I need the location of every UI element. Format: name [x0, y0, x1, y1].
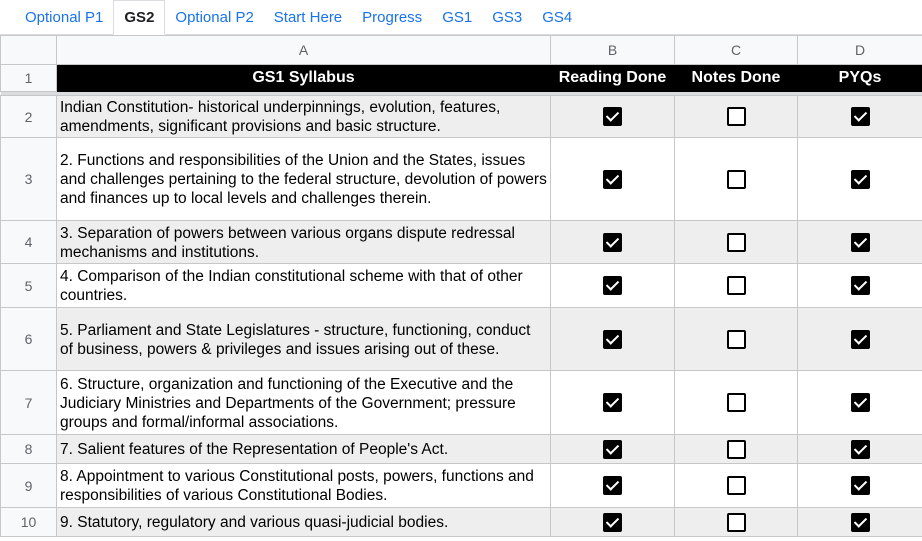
tab-optional-p2[interactable]: Optional P2 — [175, 8, 254, 26]
notes-cell[interactable] — [675, 221, 798, 264]
notes-checkbox[interactable] — [727, 107, 746, 126]
header-cell-notes[interactable]: Notes Done — [675, 65, 798, 92]
table-row — [1, 264, 922, 308]
notes-cell[interactable] — [675, 508, 798, 537]
reading-checkbox[interactable] — [603, 170, 622, 189]
row-number[interactable]: 5 — [1, 264, 57, 308]
table-row — [1, 435, 922, 464]
pyqs-cell[interactable] — [798, 264, 922, 308]
pyqs-cell[interactable] — [798, 96, 922, 138]
table-row — [1, 96, 922, 138]
row-number[interactable]: 10 — [1, 508, 57, 537]
sheet-tabs-bar — [0, 0, 922, 35]
row-number[interactable]: 6 — [1, 308, 57, 371]
topic-cell[interactable]: Indian Constitution- historical underpinnings, evolution, features, amendments, significant provisions and basic structure. — [57, 96, 551, 138]
pyqs-cell[interactable] — [798, 464, 922, 508]
column-header-b[interactable]: B — [551, 36, 675, 65]
topic-cell[interactable]: 7. Salient features of the Representation of People's Act. — [57, 435, 551, 464]
notes-checkbox[interactable] — [727, 170, 746, 189]
topic-cell[interactable]: 2. Functions and responsibilities of the Union and the States, issues and challenges pertaining to the federal structure, devolution of powers and finances up to local levels and challenges therein. — [57, 138, 551, 221]
pyqs-checkbox[interactable] — [851, 170, 870, 189]
tab-optional-p1[interactable]: Optional P1 — [25, 8, 104, 26]
reading-checkbox[interactable] — [603, 393, 622, 412]
table-body — [1, 96, 922, 537]
reading-cell[interactable] — [551, 464, 675, 508]
notes-cell[interactable] — [675, 371, 798, 435]
row-number[interactable]: 8 — [1, 435, 57, 464]
column-header-row — [1, 36, 922, 65]
reading-checkbox[interactable] — [603, 440, 622, 459]
pyqs-cell[interactable] — [798, 221, 922, 264]
column-header-a[interactable]: A — [57, 36, 551, 65]
column-header-c[interactable]: C — [675, 36, 798, 65]
reading-cell[interactable] — [551, 508, 675, 537]
pyqs-checkbox[interactable] — [851, 107, 870, 126]
reading-cell[interactable] — [551, 371, 675, 435]
tab-gs1[interactable]: GS1 — [442, 8, 473, 26]
pyqs-checkbox[interactable] — [851, 330, 870, 349]
reading-checkbox[interactable] — [603, 107, 622, 126]
pyqs-checkbox[interactable] — [851, 513, 870, 532]
reading-cell[interactable] — [551, 221, 675, 264]
pyqs-cell[interactable] — [798, 508, 922, 537]
notes-checkbox[interactable] — [727, 440, 746, 459]
tab-gs4[interactable]: GS4 — [542, 8, 573, 26]
pyqs-cell[interactable] — [798, 308, 922, 371]
notes-cell[interactable] — [675, 138, 798, 221]
notes-checkbox[interactable] — [727, 330, 746, 349]
notes-cell[interactable] — [675, 435, 798, 464]
reading-cell[interactable] — [551, 435, 675, 464]
reading-checkbox[interactable] — [603, 276, 622, 295]
table-row — [1, 508, 922, 537]
row-number[interactable]: 2 — [1, 96, 57, 138]
pyqs-checkbox[interactable] — [851, 393, 870, 412]
notes-cell[interactable] — [675, 308, 798, 371]
table-row — [1, 464, 922, 508]
header-cell-pyqs[interactable]: PYQs — [798, 65, 922, 92]
tab-start-here[interactable]: Start Here — [273, 8, 343, 26]
topic-cell[interactable]: 6. Structure, organization and functioning of the Executive and the Judiciary Ministries and Departments of the Government; pressure groups and formal/informal associations. — [57, 371, 551, 435]
table-row — [1, 138, 922, 221]
notes-cell[interactable] — [675, 464, 798, 508]
row-number[interactable]: 3 — [1, 138, 57, 221]
reading-cell[interactable] — [551, 308, 675, 371]
topic-cell[interactable]: 5. Parliament and State Legislatures - structure, functioning, conduct of business, powers & privileges and issues arising out of these. — [57, 308, 551, 371]
reading-cell[interactable] — [551, 138, 675, 221]
table-row — [1, 371, 922, 435]
reading-cell[interactable] — [551, 264, 675, 308]
reading-checkbox[interactable] — [603, 330, 622, 349]
tab-progress[interactable]: Progress — [362, 8, 423, 26]
row-number[interactable]: 1 — [1, 65, 57, 92]
pyqs-checkbox[interactable] — [851, 440, 870, 459]
topic-cell[interactable]: 4. Comparison of the Indian constitutional scheme with that of other countries. — [57, 264, 551, 308]
tab-gs3[interactable]: GS3 — [492, 8, 523, 26]
notes-checkbox[interactable] — [727, 476, 746, 495]
column-header-d[interactable]: D — [798, 36, 922, 65]
topic-cell[interactable]: 3. Separation of powers between various organs dispute redressal mechanisms and institutions. — [57, 221, 551, 264]
notes-checkbox[interactable] — [727, 393, 746, 412]
topic-cell[interactable]: 9. Statutory, regulatory and various quasi-judicial bodies. — [57, 508, 551, 537]
notes-checkbox[interactable] — [727, 233, 746, 252]
row-number[interactable]: 4 — [1, 221, 57, 264]
notes-cell[interactable] — [675, 264, 798, 308]
table-row — [1, 221, 922, 264]
reading-checkbox[interactable] — [603, 513, 622, 532]
table-row — [1, 308, 922, 371]
spreadsheet-grid — [0, 35, 922, 537]
notes-cell[interactable] — [675, 96, 798, 138]
pyqs-checkbox[interactable] — [851, 476, 870, 495]
table-header-row — [1, 65, 922, 92]
row-number[interactable]: 9 — [1, 464, 57, 508]
tab-gs2[interactable]: GS2 — [113, 0, 165, 35]
topic-cell[interactable]: 8. Appointment to various Constitutional posts, powers, functions and responsibilities of various Constitutional Bodies. — [57, 464, 551, 508]
select-all-corner[interactable] — [1, 36, 57, 65]
pyqs-checkbox[interactable] — [851, 233, 870, 252]
header-cell-reading[interactable]: Reading Done — [551, 65, 675, 92]
notes-checkbox[interactable] — [727, 276, 746, 295]
reading-checkbox[interactable] — [603, 233, 622, 252]
row-number[interactable]: 7 — [1, 371, 57, 435]
pyqs-cell[interactable] — [798, 435, 922, 464]
reading-cell[interactable] — [551, 96, 675, 138]
pyqs-checkbox[interactable] — [851, 276, 870, 295]
pyqs-cell[interactable] — [798, 138, 922, 221]
pyqs-cell[interactable] — [798, 371, 922, 435]
header-cell-topic[interactable]: GS1 Syllabus — [57, 65, 551, 92]
reading-checkbox[interactable] — [603, 476, 622, 495]
notes-checkbox[interactable] — [727, 513, 746, 532]
